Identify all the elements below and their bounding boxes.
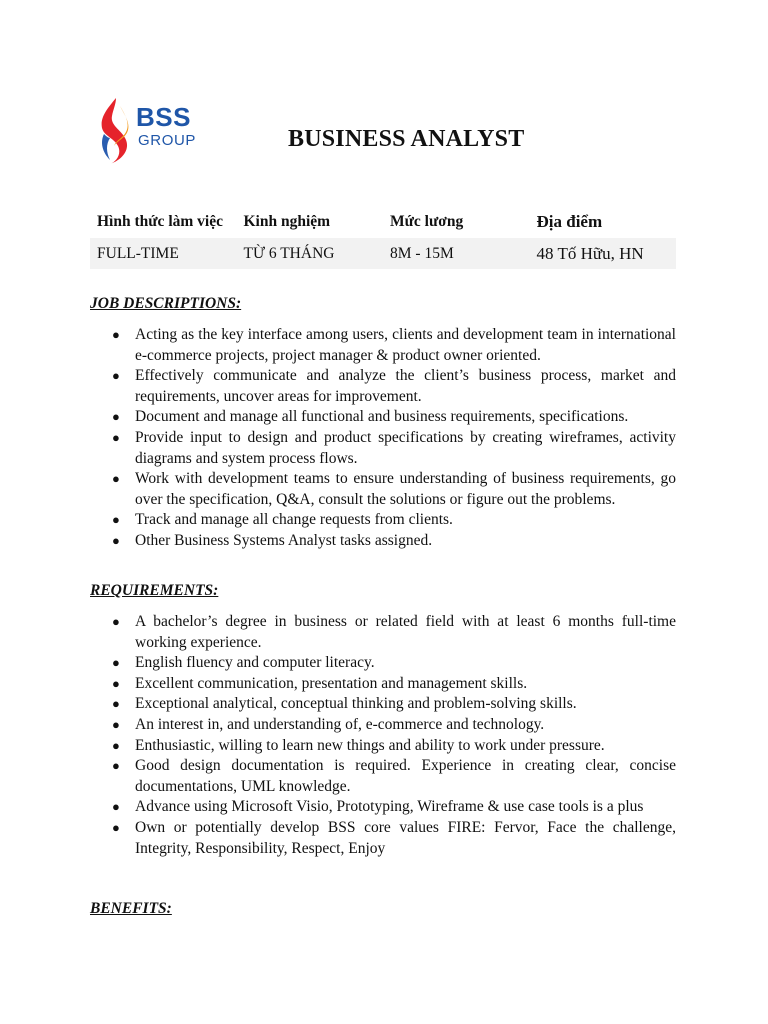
list-item: ● Good design documentation is required. Experience in creating clear, concise documentations, UML knowledge. (112, 757, 676, 795)
header-salary: Mức lương (390, 213, 464, 230)
job-descriptions-list (90, 325, 676, 552)
list-item: ● Track and manage all change requests from clients. (90, 510, 676, 531)
list-item: ● Effectively communicate and analyze the client’s business process, market and requirements, uncover areas for improvement. (112, 367, 676, 405)
list-item: ● Other Business Systems Analyst tasks assigned. (90, 531, 676, 552)
header-work-type: Hình thức làm việc (97, 213, 223, 230)
list-item: ● English fluency and computer literacy. (90, 653, 676, 674)
header-experience: Kinh nghiệm (243, 213, 331, 230)
bullet-icon: ● (112, 819, 120, 835)
page-title: BUSINESS ANALYST (288, 126, 525, 152)
bullet-icon: ● (112, 471, 120, 487)
bullet-icon: ● (112, 716, 120, 732)
list-item: ● A bachelor’s degree in business or related field with at least 6 months full-time working experience. (112, 613, 676, 651)
list-item: ● Work with development teams to ensure understanding of business requirements, go over the specification, Q&A, consult the solutions or figure out the problems. (112, 470, 676, 508)
value-location: 48 Tố Hữu, HN (536, 243, 644, 263)
list-item: ● An interest in, and understanding of, e-commerce and technology. (90, 715, 676, 736)
bullet-icon: ● (112, 368, 120, 384)
list-item: ● Acting as the key interface among users, clients and development team in international e-commerce projects, project manager & product owner oriented. (112, 326, 676, 364)
bss-group-logo (96, 96, 200, 166)
bullet-icon: ● (112, 327, 120, 342)
benefits-heading: BENEFITS: (90, 900, 172, 917)
requirements-heading: REQUIREMENTS: (90, 582, 219, 599)
value-work-type: FULL-TIME (97, 244, 179, 262)
logo-wordmark-bss: BSS (136, 102, 191, 132)
bullet-icon: ● (112, 409, 120, 425)
bullet-icon: ● (112, 655, 120, 671)
value-experience: TỪ 6 THÁNG (243, 244, 335, 262)
bullet-icon: ● (112, 532, 120, 548)
info-table-header-row (90, 206, 676, 238)
list-item: ● Exceptional analytical, conceptual thinking and problem-solving skills. (90, 694, 676, 715)
value-salary: 8M - 15M (390, 244, 454, 262)
bullet-icon: ● (112, 799, 120, 815)
logo-wordmark-group: GROUP (138, 132, 197, 149)
job-info-table (90, 206, 676, 269)
bullet-icon: ● (112, 675, 120, 691)
info-table-value-row (90, 238, 676, 269)
list-item: ● Provide input to design and product specifications by creating wireframes, activity diagrams and system process flows. (112, 428, 676, 467)
bullet-icon: ● (112, 737, 120, 753)
requirements-list (90, 612, 676, 859)
list-item: ● Advance using Microsoft Visio, Prototyping, Wireframe & use case tools is a plus (90, 797, 676, 818)
list-item: ● Document and manage all functional and business requirements, specifications. (90, 407, 676, 428)
header-location: Địa điểm (536, 212, 603, 231)
bullet-icon: ● (112, 614, 120, 629)
list-item: ● Excellent communication, presentation and management skills. (90, 674, 676, 695)
bullet-icon: ● (112, 758, 120, 774)
flame-icon (96, 96, 136, 166)
list-item: ● Own or potentially develop BSS core values FIRE: Fervor, Face the challenge, Integrity, Responsibility, Respect, Enjoy (112, 818, 676, 857)
bullet-icon: ● (112, 512, 120, 528)
list-item: ● Enthusiastic, willing to learn new things and ability to work under pressure. (90, 736, 676, 757)
bullet-icon: ● (112, 696, 120, 712)
bullet-icon: ● (112, 429, 120, 445)
job-descriptions-heading: JOB DESCRIPTIONS: (90, 295, 242, 312)
